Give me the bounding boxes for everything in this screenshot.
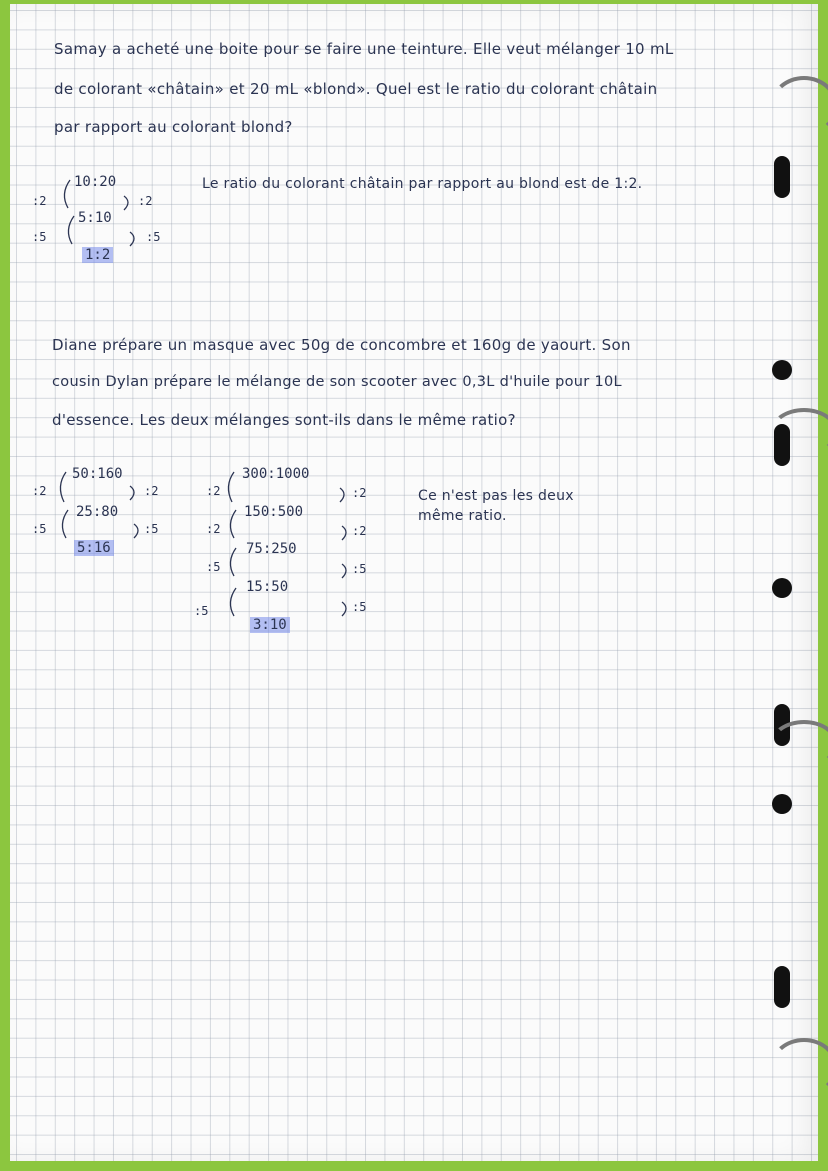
exercise2-line-3: d'essence. Les deux mélanges sont-ils dans le même ratio? [52,411,516,429]
ex2-right-op-left-3: :5 [206,560,221,574]
ex2-right-op-right-3: :5 [352,562,367,576]
ex2-right-op-right-1: :2 [352,486,367,500]
binder-ring-1 [770,76,828,136]
exercise1-line-3: par rapport au colorant blond? [54,118,293,136]
ex1-step-2: 5:10 [78,210,112,226]
ex1-op-right-2: :5 [146,230,161,244]
ex1-step-3: 1:2 [82,247,113,263]
ex1-op-left-2: :5 [32,230,47,244]
notebook-page [10,4,818,1161]
ex2-left-op-right-1: :2 [144,484,159,498]
ex2-conclusion-line-1: Ce n'est pas les deux [418,488,574,504]
binder-slot-4 [774,966,790,1008]
exercise2-line-2: cousin Dylan prépare le mélange de son scooter avec 0,3L d'huile pour 10L [52,374,622,390]
binder-hole-2 [772,578,792,598]
ex2-right-op-right-2: :2 [352,524,367,538]
ex2-left-op-left-1: :2 [32,484,47,498]
exercise1-line-2: de colorant «châtain» et 20 mL «blond». Quel est le ratio du colorant châtain [54,80,658,98]
exercise1-answer: Le ratio du colorant châtain par rapport au blond est de 1:2. [202,176,643,192]
ex2-right-step-3: 75:250 [246,541,297,557]
ex2-right-step-1: 300:1000 [242,466,310,482]
ex2-right-op-left-1: :2 [206,484,221,498]
ex2-right-op-left-2: :2 [206,522,221,536]
ex1-step-1: 10:20 [74,174,117,190]
ex2-right-op-right-4: :5 [352,600,367,614]
ex2-right-op-left-4: :5 [194,604,209,618]
ex2-left-op-left-2: :5 [32,522,47,536]
binder-ring-3 [770,720,828,768]
ex2-right-arrows [10,4,410,654]
ex2-left-step-2: 25:80 [76,504,119,520]
exercise2-line-1: Diane prépare un masque avec 50g de concombre et 160g de yaourt. Son [52,336,631,354]
ex2-left-step-1: 50:160 [72,466,123,482]
ex2-left-op-right-2: :5 [144,522,159,536]
ex2-left-step-3: 5:16 [74,540,114,556]
exercise1-line-1: Samay a acheté une boite pour se faire une teinture. Elle veut mélanger 10 mL [54,40,674,58]
binder-hole-1 [772,360,792,380]
binder-slot-1 [774,156,790,198]
ex2-right-step-5: 3:10 [250,617,290,633]
ex2-right-step-4: 15:50 [246,579,289,595]
ex1-op-left-1: :2 [32,194,47,208]
binder-hole-3 [772,794,792,814]
binder-ring-4 [770,1038,828,1096]
ex2-conclusion-line-2: même ratio. [418,508,507,524]
ex1-op-right-1: :2 [138,194,153,208]
ex2-right-step-2: 150:500 [244,504,304,520]
